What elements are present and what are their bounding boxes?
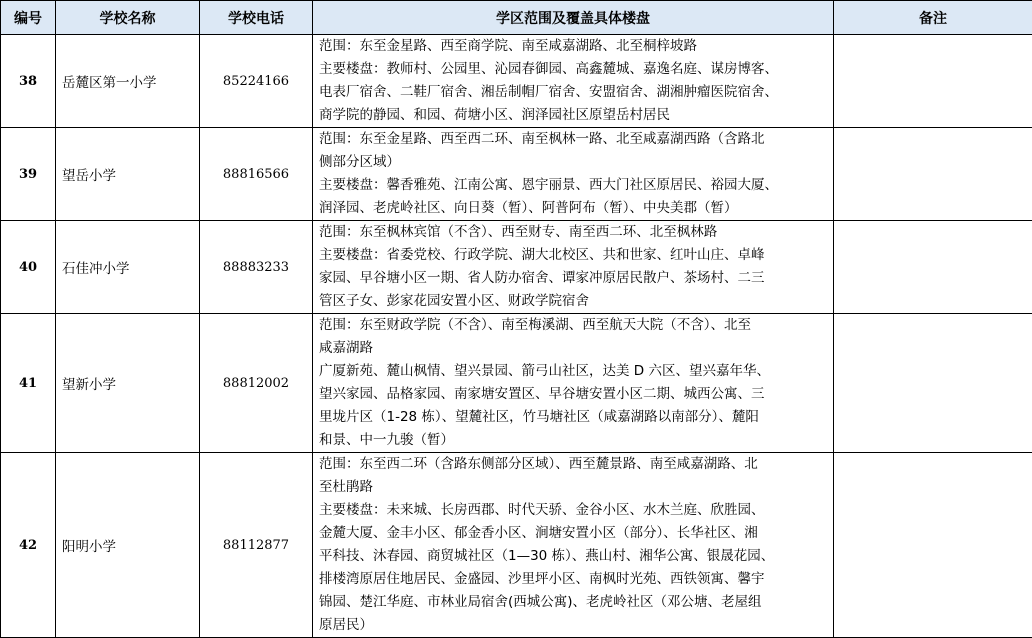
remarks-cell — [834, 128, 1032, 221]
scope-line: 金麓大厦、金丰小区、郁金香小区、涧塘安置小区（部分）、长华社区、湘 — [319, 522, 829, 545]
scope-line: 平科技、沐春园、商贸城社区（1—30 栋）、燕山村、湘华公寓、银晟花园、 — [319, 545, 829, 568]
scope-line: 主要楼盘：馨香雅苑、江南公寓、恩宇丽景、西大门社区原居民、裕园大厦、 — [319, 174, 829, 197]
scope-line: 范围：东至财政学院（不含）、南至梅溪湖、西至航天大院（不含）、北至 — [319, 314, 829, 337]
scope-line: 望兴家园、品格家园、南家塘安置区、早谷塘安置小区二期、城西公寓、三 — [319, 383, 829, 406]
scope-line: 范围：东至西二环（含路东侧部分区域）、西至麓景路、南至咸嘉湖路、北 — [319, 453, 829, 476]
scope-line: 范围：东至金星路、西至西二环、南至枫林一路、北至咸嘉湖西路（含路北 — [319, 128, 829, 151]
row-number: 38 — [1, 35, 56, 128]
table-row — [1, 453, 1032, 638]
scope-line: 广厦新苑、麓山枫情、望兴景园、箭弓山社区，达美 D 六区、望兴嘉年华、 — [319, 360, 829, 383]
remarks-cell — [834, 221, 1032, 314]
school-name: 石佳冲小学 — [56, 221, 200, 314]
scope-line: 咸嘉湖路 — [319, 337, 829, 360]
row-number: 42 — [1, 453, 56, 638]
scope-line: 和景、中一九骏（暂） — [319, 429, 829, 452]
school-phone: 88816566 — [200, 128, 313, 221]
scope-line: 主要楼盘：教师村、公园里、沁园春御园、高鑫麓城、嘉逸名庭、谋房博客、 — [319, 58, 829, 81]
school-phone: 88883233 — [200, 221, 313, 314]
scope-line: 至杜鹃路 — [319, 476, 829, 499]
header-school-name: 学校名称 — [56, 1, 200, 35]
scope-line: 里垅片区（1-28 栋）、望麓社区，竹马塘社区（咸嘉湖路以南部分）、麓阳 — [319, 406, 829, 429]
header-district-scope: 学区范围及覆盖具体楼盘 — [313, 1, 834, 35]
remarks-cell — [834, 453, 1032, 638]
scope-line: 主要楼盘：省委党校、行政学院、湖大北校区、共和世家、红叶山庄、卓峰 — [319, 244, 829, 267]
header-row — [1, 1, 1032, 35]
scope-line: 管区子女、彭家花园安置小区、财政学院宿舍 — [319, 290, 829, 313]
scope-line: 润泽园、老虎岭社区、向日葵（暂）、阿普阿布（暂）、中央美郡（暂） — [319, 197, 829, 220]
district-scope — [313, 221, 834, 314]
table-row — [1, 35, 1032, 128]
scope-line: 侧部分区域） — [319, 151, 829, 174]
school-name: 岳麓区第一小学 — [56, 35, 200, 128]
remarks-cell — [834, 314, 1032, 453]
district-scope — [313, 35, 834, 128]
school-name: 望岳小学 — [56, 128, 200, 221]
table-row — [1, 314, 1032, 453]
header-remarks: 备注 — [834, 1, 1032, 35]
school-name: 阳明小学 — [56, 453, 200, 638]
school-name: 望新小学 — [56, 314, 200, 453]
row-number: 40 — [1, 221, 56, 314]
scope-line: 排楼湾原居住地居民、金盛园、沙里坪小区、南枫时光苑、西铁领寓、馨宇 — [319, 568, 829, 591]
scope-line: 商学院的静园、和园、荷塘小区、润泽园社区原望岳村居民 — [319, 104, 829, 127]
header-school-phone: 学校电话 — [200, 1, 313, 35]
table-row — [1, 128, 1032, 221]
district-scope — [313, 128, 834, 221]
school-phone: 88812002 — [200, 314, 313, 453]
district-scope — [313, 453, 834, 638]
header-number: 编号 — [1, 1, 56, 35]
district-scope — [313, 314, 834, 453]
scope-line: 范围：东至金星路、西至商学院、南至咸嘉湖路、北至桐梓坡路 — [319, 35, 829, 58]
scope-line: 电表厂宿舍、二鞋厂宿舍、湘岳制帽厂宿舍、安盟宿舍、湖湘肿瘤医院宿舍、 — [319, 81, 829, 104]
scope-line: 锦园、楚江华庭、市林业局宿舍(西城公寓)、老虎岭社区（邓公塘、老屋组 — [319, 591, 829, 614]
table-row — [1, 221, 1032, 314]
school-phone: 88112877 — [200, 453, 313, 638]
row-number: 41 — [1, 314, 56, 453]
scope-line: 原居民） — [319, 614, 829, 637]
remarks-cell — [834, 35, 1032, 128]
row-number: 39 — [1, 128, 56, 221]
scope-line: 范围：东至枫林宾馆（不含）、西至财专、南至西二环、北至枫林路 — [319, 221, 829, 244]
scope-line: 家园、早谷塘小区一期、省人防办宿舍、谭家冲原居民散户、茶场村、二三 — [319, 267, 829, 290]
scope-line: 主要楼盘：未来城、长房西郡、时代天骄、金谷小区、水木兰庭、欣胜园、 — [319, 499, 829, 522]
school-phone: 85224166 — [200, 35, 313, 128]
